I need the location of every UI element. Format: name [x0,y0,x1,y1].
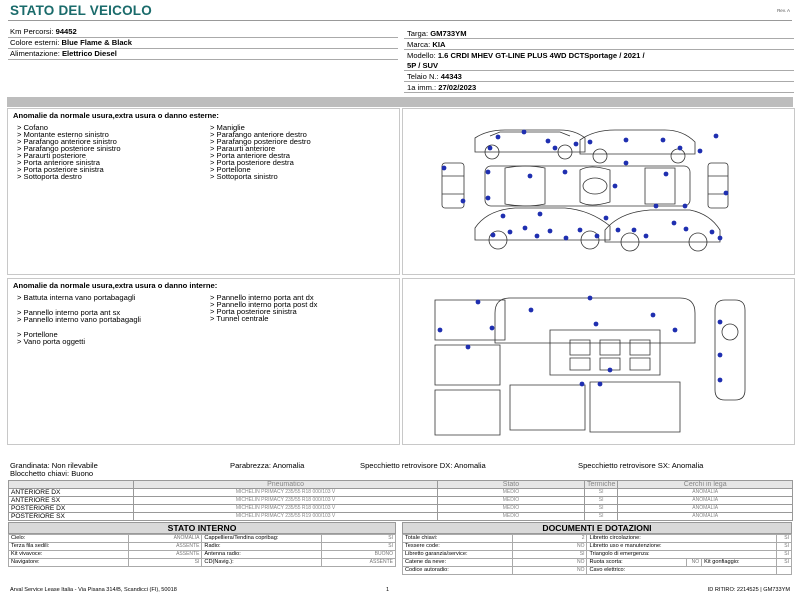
row-divider [404,92,794,93]
tyre-winter: SI [584,497,617,505]
colour-value: Blue Flame & Black [61,38,132,47]
row-divider [404,81,794,82]
documents-table [402,534,792,575]
internal-damage-title: Anomalie da normale usura,extra usura o danno interne: [13,281,218,290]
plate-value: GM733YM [430,29,467,38]
footer-company: Arval Service Lease Italia - Via Pisana 314/B, Scandicci (FI), 50018 [10,587,177,593]
list-item: > Pannello interno porta ant dx [210,293,314,302]
table-header-row [9,481,793,489]
colour-row: Colore esterni: Blue Flame & Black [10,38,132,47]
list-item: > Parafango posteriore sinistro [17,144,121,153]
row-divider [404,38,794,39]
plate-row: Targa: GM733YM [407,29,467,38]
table-row: Kit vivavoce: ASSENTE Antenna radio: BUONO [9,551,396,559]
row-divider [8,59,398,60]
table-row: Libretto garanzia/service: SI Triangolo di emergenza: SI [403,551,792,559]
tyre-position: POSTERIORE DX [9,505,134,513]
tyre-model: MICHELIN PRIMACY 235/55 R18 000/103 V [134,497,438,505]
tyre-model: MICHELIN PRIMACY 235/55 R18 000/103 V [134,489,438,497]
hail-status: Grandinata: Non rilevabile [10,461,98,470]
list-item: > Montante esterno sinistro [17,130,109,139]
list-item: > Porta anteriore destra [210,151,290,160]
registration-value: 27/02/2023 [438,83,477,92]
tyre-rims: ANOMALIA [618,489,793,497]
list-item: > Paraurti posteriore [17,151,87,160]
section-separator-bar [7,97,793,107]
tyre-rims: ANOMALIA [618,513,793,521]
tyre-winter: SI [584,505,617,513]
registration-row: 1a imm.: 27/02/2023 [407,83,477,92]
brand-value: KIA [432,40,446,49]
list-item: > Battuta interna vano portabagagli [17,293,136,302]
col-tyre: Pneumatico [134,481,438,489]
internal-state-title: STATO INTERNO [8,522,396,534]
footer-id: ID RITIRO: 2214525 | GM733YM [707,587,790,593]
row-divider [404,49,794,50]
exterior-car-diagram [430,118,730,268]
tyre-position: ANTERIORE DX [9,489,134,497]
list-item: > Maniglie [210,123,245,132]
list-item: > Cofano [17,123,49,132]
list-item: > Parafango anteriore destro [210,130,307,139]
documents-panel [402,522,792,575]
col-rims: Cerchi in lega [618,481,793,489]
chassis-value: 44343 [440,72,462,81]
windscreen-status: Parabrezza: Anomalia [230,461,305,470]
list-item: > Sottoporta destro [17,172,82,181]
table-row [9,513,793,521]
mirror-right-status: Specchietto retrovisore DX: Anomalia [360,461,486,470]
list-item: > Porta anteriore sinistra [17,158,100,167]
model-row-cont [407,61,438,70]
table-row: Navigatore: SI CD(Navig.): ASSENTE [9,559,396,567]
interior-car-diagram [430,290,750,440]
chassis-row: Telaio N.: 44343 [407,72,462,81]
km-row: Km Percorsi: 94452 [10,27,77,36]
table-row [9,497,793,505]
brand-row: Marca: KIA [407,40,446,49]
page-title: STATO DEL VEICOLO [10,3,152,18]
km-value: 94452 [55,27,77,36]
model-row: Modello: 1.6 CRDI MHEV GT-LINE PLUS 4WD DCTSportage / 2021 / [407,51,645,60]
internal-state-table [8,534,396,567]
table-row: Cielo: ANOMALIA Cappelliera/Tendina copribag: SI [9,535,396,543]
page-number: 1 [386,587,390,593]
col-winter: Termiche [584,481,617,489]
fuel-row: Alimentazione: Elettrico Diesel [10,49,117,58]
tyre-rims: ANOMALIA [618,497,793,505]
table-row [9,489,793,497]
tyre-state: MEDIO [437,513,584,521]
list-item: > Porta posteriore sinistra [17,165,104,174]
table-row: Codice autoradio: NO Cavo elettrico: [403,567,792,575]
tyre-rims: ANOMALIA [618,505,793,513]
list-item: > Parafango posteriore destro [210,137,311,146]
list-item: > Porta posteriore destra [210,158,294,167]
title-divider [8,20,792,21]
tyre-position: POSTERIORE SX [9,513,134,521]
tyre-winter: SI [584,489,617,497]
internal-state-panel [8,522,396,567]
tyres-table [8,480,793,521]
table-row: Totale chiavi: 2 Libretto circolazione: SI [403,535,792,543]
internal-damage-list-box [7,278,400,445]
revision-label: Rev. A [777,8,790,13]
tyre-state: MEDIO [437,505,584,513]
table-row: Tessere code: NO Libretto uso e manutenzione: SI [403,543,792,551]
list-item: > Paraurti anteriore [210,144,276,153]
tyre-state: MEDIO [437,497,584,505]
list-item: > Portellone [210,165,251,174]
tyre-model: MICHELIN PRIMACY 235/55 R19 000/103 V [134,513,438,521]
table-row: Terza fila sedili: ASSENTE Radio: SI [9,543,396,551]
row-divider [404,70,794,71]
list-item: > Parafango anteriore sinistro [17,137,117,146]
tyre-state: MEDIO [437,489,584,497]
list-item: > Porta posteriore sinistra [210,307,297,316]
list-item: > Pannello interno porta post dx [210,300,318,309]
list-item: > Tunnel centrale [210,314,269,323]
list-item: > Pannello interno vano portabagagli [17,315,141,324]
mirror-left-status: Specchietto retrovisore SX: Anomalia [578,461,704,470]
list-item: > Sottoporta sinistro [210,172,278,181]
body-type-value: 5P / SUV [407,61,439,70]
fuel-value: Elettrico Diesel [61,49,117,58]
list-item: > Pannello interno porta ant sx [17,308,121,317]
model-value: 1.6 CRDI MHEV GT-LINE PLUS 4WD DCTSportage / 2021 / [437,51,645,60]
tyre-winter: SI [584,513,617,521]
external-damage-title: Anomalie da normale usura,extra usura o danno esterne: [13,111,219,120]
list-item: > Portellone [17,330,58,339]
documents-title: DOCUMENTI E DOTAZIONI [402,522,792,534]
list-item: > Vano porta oggetti [17,337,86,346]
key-block-status: Blocchetto chiavi: Buono [10,469,94,478]
table-row: Catene da neve: NO Ruota scorta: NO Kit gonfiaggio: SI [403,559,792,567]
col-state: Stato [437,481,584,489]
tyre-position: ANTERIORE SX [9,497,134,505]
tyre-model: MICHELIN PRIMACY 235/55 R18 000/103 V [134,505,438,513]
table-row [9,505,793,513]
